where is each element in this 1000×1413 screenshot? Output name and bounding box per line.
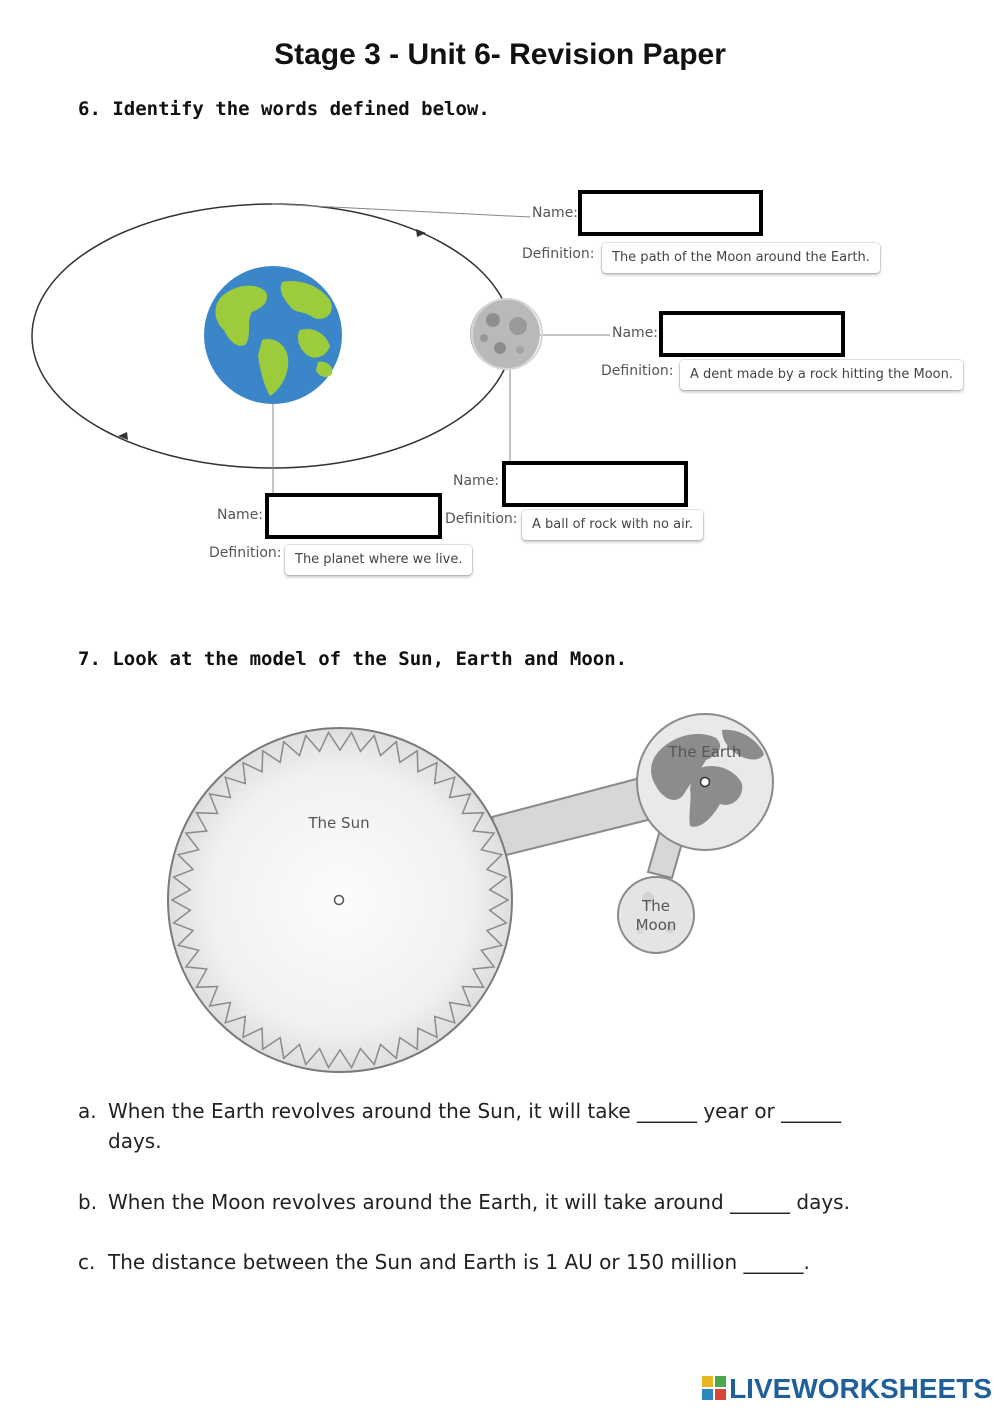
logo-mark-icon bbox=[702, 1376, 726, 1400]
answer-box-orbit[interactable] bbox=[578, 190, 763, 236]
question-letter: a. bbox=[78, 1099, 97, 1123]
moon-icon bbox=[470, 299, 542, 369]
definition-moon: A ball of rock with no air. bbox=[522, 510, 703, 540]
answer-box-earth[interactable] bbox=[265, 493, 442, 539]
logo-text: LIVEWORKSHEETS bbox=[729, 1373, 992, 1404]
leader-line-orbit bbox=[272, 204, 530, 217]
question-7c bbox=[78, 1247, 810, 1277]
answer-box-moon[interactable] bbox=[502, 461, 688, 507]
name-label: Name: bbox=[532, 205, 579, 221]
moon-label-line-1: The bbox=[642, 897, 670, 915]
question-letter: c. bbox=[78, 1250, 96, 1274]
question-7a-continuation: days. bbox=[108, 1129, 162, 1153]
definition-label: Definition: bbox=[522, 246, 595, 262]
name-label: Name: bbox=[453, 473, 500, 489]
liveworksheets-logo bbox=[702, 1373, 992, 1405]
sun-label: The Sun bbox=[308, 814, 370, 832]
moon-model-icon bbox=[618, 877, 694, 953]
orbit-diagram bbox=[0, 0, 1000, 620]
definition-label: Definition: bbox=[209, 545, 282, 561]
question-text: The distance between the Sun and Earth is 1 AU or 150 million ______. bbox=[108, 1250, 810, 1274]
question-7b bbox=[78, 1187, 850, 1217]
name-label: Name: bbox=[612, 325, 659, 341]
page-title: Stage 3 - Unit 6- Revision Paper bbox=[274, 38, 726, 71]
sun-icon bbox=[168, 728, 512, 1072]
sun-earth-rod bbox=[492, 778, 648, 856]
definition-orbit: The path of the Moon around the Earth. bbox=[602, 243, 880, 273]
orbit-arrow-icon bbox=[416, 229, 426, 237]
definition-label: Definition: bbox=[445, 511, 518, 527]
sun-earth-moon-model bbox=[0, 690, 1000, 1090]
question-7a bbox=[78, 1096, 841, 1126]
earth-center-dot bbox=[701, 778, 710, 787]
sun-center-dot bbox=[335, 896, 344, 905]
definition-label: Definition: bbox=[601, 363, 674, 379]
question-text: When the Earth revolves around the Sun, it will take ______ year or ______ bbox=[108, 1099, 842, 1123]
question-text: When the Moon revolves around the Earth, it will take around ______ days. bbox=[108, 1190, 850, 1214]
question-6-heading: 6. Identify the words defined below. bbox=[78, 98, 490, 120]
question-7-heading: 7. Look at the model of the Sun, Earth and Moon. bbox=[78, 648, 628, 670]
question-letter: b. bbox=[78, 1190, 98, 1214]
definition-earth: The planet where we live. bbox=[285, 545, 472, 575]
name-label: Name: bbox=[217, 507, 264, 523]
moon-label-line-2: Moon bbox=[635, 916, 677, 934]
definition-crater: A dent made by a rock hitting the Moon. bbox=[680, 360, 963, 390]
earth-label: The Earth bbox=[668, 743, 742, 761]
earth-globe-icon bbox=[204, 266, 342, 404]
answer-box-crater[interactable] bbox=[659, 311, 845, 357]
earth-model-icon bbox=[637, 714, 773, 850]
